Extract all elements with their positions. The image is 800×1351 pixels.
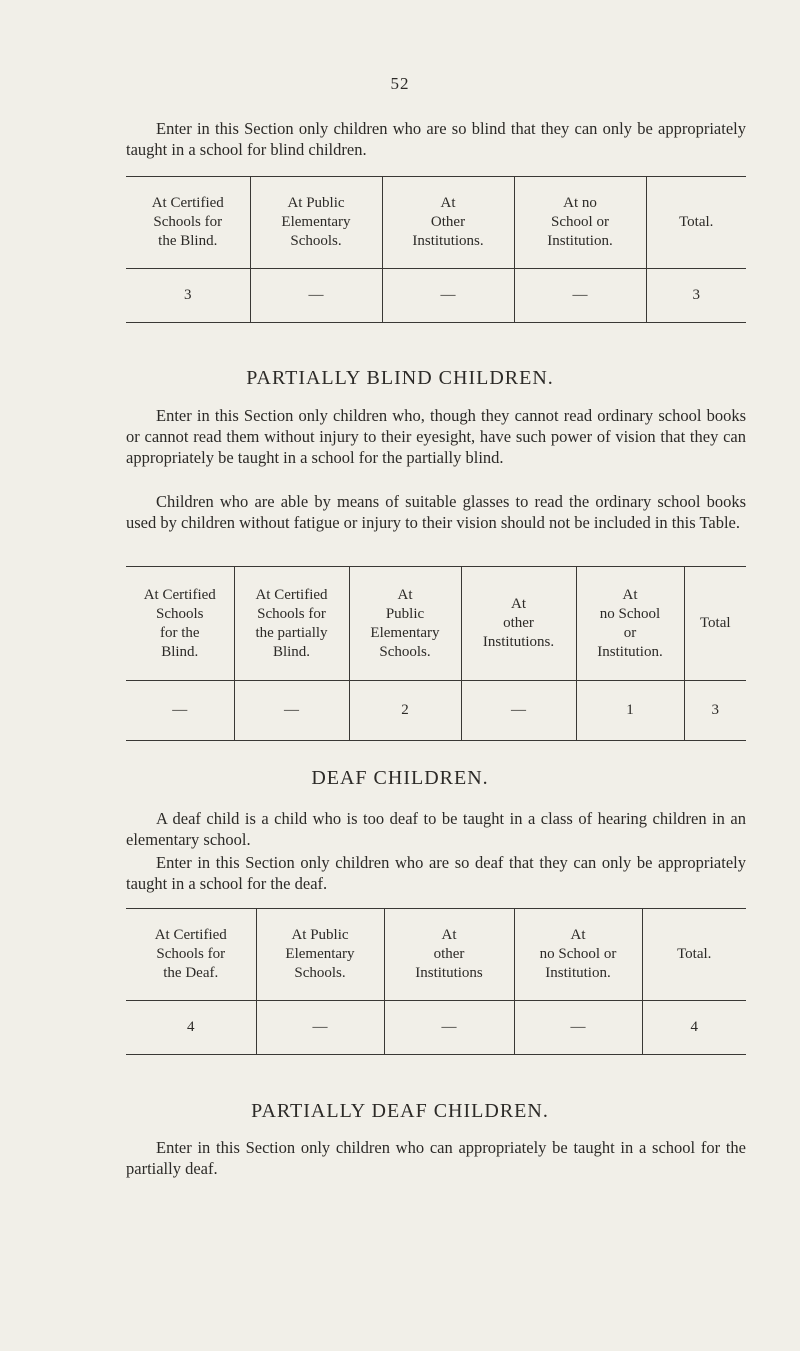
blind-table-header-line: Elementary [281,214,351,230]
partially-blind-table-value-3: — [461,681,576,741]
deaf-table-header-line: other [433,946,465,962]
deaf-table-header-line: Schools for [156,946,226,962]
blind-table-header-line: Schools for [153,214,223,230]
partially-blind-table-header-0 [126,567,234,681]
partially-blind-table-header-line: Schools for [257,605,326,622]
blind-table-value-1: — [250,269,382,323]
deaf-table-value-3: — [514,1001,642,1055]
blind-table-header-line: At [440,195,456,211]
partially-blind-table-header-line: no School [599,605,661,622]
partially-blind-table-header-line: for the [159,624,200,641]
blind-table-value-2: — [382,269,514,323]
partially-blind-table-header-line: or [623,624,637,641]
partially-blind-table-value-1: — [234,681,349,741]
partially-blind-paragraph-1: Enter in this Section only children who, though they cannot read ordinary school books or cannot read them without injury to their eyesight, have such power of vision that they can appropriately be taught in a school for the partially blind. [126,406,746,467]
deaf-table-header-3 [514,909,642,1001]
deaf-table-header-line: Schools. [294,965,346,981]
partially-blind-table-header-line: the partially [255,624,328,641]
deaf-table-value-0: 4 [187,1019,195,1035]
blind-table-header-line: At Public [287,195,345,211]
partially-blind-heading: PARTIALLY BLIND CHILDREN. [246,367,554,389]
blind-table-header-1 [250,177,382,269]
blind-table-header-line: Total. [679,214,714,230]
deaf-table-header-line: Institutions [415,965,483,981]
partially-blind-table-header-line: Elementary [370,624,440,641]
deaf-table-header-line: no School or [539,946,617,962]
blind-table-header-2 [382,177,514,269]
partially-blind-table-header-5 [684,567,746,681]
partially-blind-table-header-line: Institution. [597,643,663,660]
blind-table-header-0 [126,177,250,269]
intro-blind-paragraph: Enter in this Section only children who are so blind that they can only be appropriately taught in a school for blind children. [126,119,746,159]
blind-table-value-0: 3 [184,287,192,303]
partially-blind-table-header-line: At [397,586,413,603]
partially-blind-table-header-line: At [511,596,526,612]
deaf-table-header-line: At [570,927,586,943]
deaf-table-header-line: At Certified [154,927,227,943]
partially-blind-table-header-line: Total [699,615,731,631]
deaf-table-header-0 [126,909,256,1001]
deaf-table [126,908,746,1055]
deaf-heading: DEAF CHILDREN. [311,767,489,789]
partially-blind-table-value-2: 2 [349,681,461,741]
partially-blind-table-header-line: Blind. [272,643,311,660]
deaf-table-value-2: — [384,1001,514,1055]
deaf-table-header-line: At Public [291,927,349,943]
deaf-paragraph-1: A deaf child is a child who is too deaf to be taught in a class of hearing children in an elementary school. [126,809,746,849]
deaf-table-header-2 [384,909,514,1001]
deaf-table-header-line: Elementary [285,946,355,962]
partially-blind-table-value-5: 3 [684,681,746,741]
deaf-table-header-1 [256,909,384,1001]
blind-table-header-line: Institution. [547,233,613,249]
partially-blind-table-value-0: — [172,702,188,718]
partially-blind-table-header-line: Institutions. [482,634,555,650]
blind-table-value-3: — [514,269,646,323]
blind-table-header-4 [646,177,746,269]
partially-deaf-heading: PARTIALLY DEAF CHILDREN. [251,1100,549,1122]
deaf-table-header-4 [642,909,746,1001]
partially-blind-table-header-line: At [622,586,638,603]
deaf-table-header-line: At [441,927,457,943]
partially-blind-table-header-line: Public [385,605,425,622]
partially-blind-table-header-2 [349,567,461,681]
blind-table-header-line: Schools. [290,233,342,249]
partially-blind-table-header-line: At Certified [255,586,328,603]
partially-blind-table-value-4: 1 [576,681,684,741]
partially-blind-table-header-3 [461,567,576,681]
blind-table-header-line: Other [430,214,466,230]
partially-blind-paragraph-2: Children who are able by means of suitable glasses to read the ordinary school books used by children without fatigue or injury to their vision should not be included in this Table. [126,492,746,532]
blind-table-header-line: At no [563,195,597,211]
blind-table-value-4: 3 [646,269,746,323]
partially-blind-table-header-line: other [503,615,534,631]
partially-blind-table-header-4 [576,567,684,681]
blind-table [126,176,746,323]
blind-table-header-line: School or [551,214,609,230]
partially-blind-table-header-line: Blind. [161,643,199,660]
partially-blind-table-header-1 [234,567,349,681]
deaf-table-header-line: the Deaf. [163,965,219,981]
deaf-table-header-line: Total. [677,946,712,962]
deaf-table-header-line: Institution. [545,965,611,981]
partially-blind-table-header-line: Schools. [379,643,431,660]
blind-table-header-line: the Blind. [158,233,218,249]
partially-blind-table-header-line: At Certified [143,586,216,603]
blind-table-header-line: At Certified [151,195,224,211]
partially-blind-table [126,566,746,741]
page-number: 52 [390,74,410,93]
deaf-table-value-1: — [256,1001,384,1055]
blind-table-header-line: Institutions. [412,233,484,249]
deaf-paragraph-2: Enter in this Section only children who are so deaf that they can only be appropriately taught in a school for the deaf. [126,853,746,893]
blind-table-header-3 [514,177,646,269]
partially-deaf-paragraph: Enter in this Section only children who can appropriately be taught in a school for the partially deaf. [126,1138,746,1178]
deaf-table-value-4: 4 [642,1001,746,1055]
partially-blind-table-header-line: Schools [155,605,204,622]
